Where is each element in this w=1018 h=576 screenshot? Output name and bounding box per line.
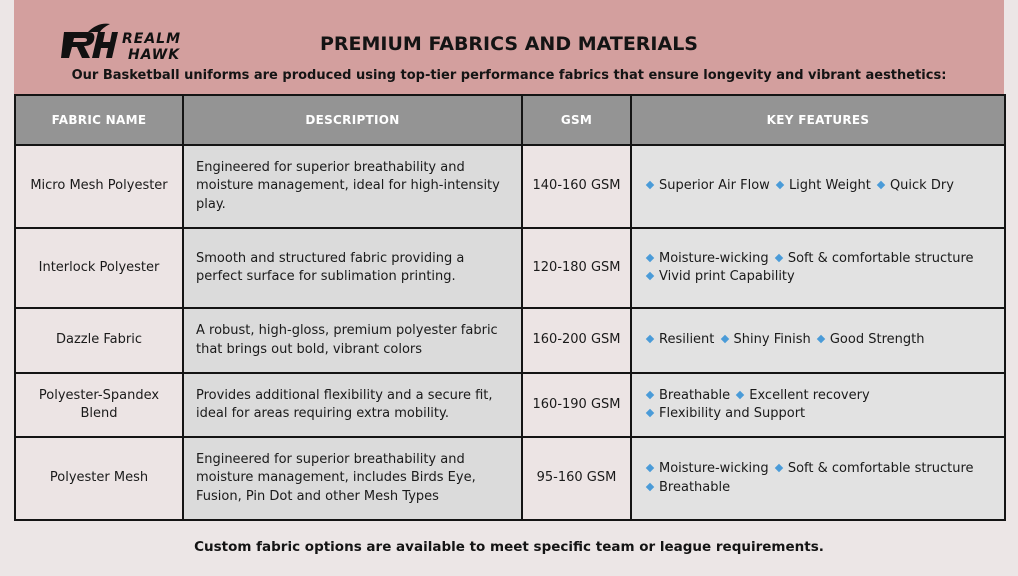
- description-cell: Smooth and structured fabric providing a perfect surface for sublimation printing.: [183, 228, 522, 308]
- feature-item: Breathable: [644, 480, 730, 495]
- description-cell: Provides additional flexibility and a secure fit, ideal for areas requiring extra mobility.: [183, 373, 522, 437]
- header-description: DESCRIPTION: [183, 95, 522, 145]
- header-fabric-name: FABRIC NAME: [15, 95, 183, 145]
- gsm-cell: 120-180 GSM: [522, 228, 631, 308]
- diamond-bullet-icon: [877, 181, 885, 189]
- diamond-bullet-icon: [736, 390, 744, 398]
- feature-line: [644, 250, 992, 269]
- feature-item: Breathable: [644, 388, 730, 403]
- feature-line: [644, 479, 992, 498]
- feature-line: [644, 387, 992, 406]
- fabrics-table: [14, 94, 1006, 521]
- table-row: [15, 437, 1005, 520]
- brand-line-1: REALM: [122, 31, 182, 47]
- key-features-cell: [631, 373, 1005, 437]
- diamond-bullet-icon: [775, 464, 783, 472]
- gsm-cell: 140-160 GSM: [522, 145, 631, 228]
- gsm-cell: 160-190 GSM: [522, 373, 631, 437]
- diamond-bullet-icon: [775, 253, 783, 261]
- feature-line: [644, 331, 992, 350]
- diamond-bullet-icon: [646, 272, 654, 280]
- page-title: PREMIUM FABRICS AND MATERIALS: [319, 33, 698, 55]
- diamond-bullet-icon: [646, 464, 654, 472]
- diamond-bullet-icon: [646, 409, 654, 417]
- description-cell: Engineered for superior breathability and moisture management, includes Birds Eye, Fusion, Pin Dot and other Mesh Types: [183, 437, 522, 520]
- diamond-bullet-icon: [646, 181, 654, 189]
- footer-note: Custom fabric options are available to meet specific team or league requirements.: [194, 539, 824, 555]
- key-features-cell: [631, 437, 1005, 520]
- table-row: [15, 373, 1005, 437]
- page-subtitle: Our Basketball uniforms are produced using top-tier performance fabrics that ensure longevity and vibrant aesthetics:: [71, 68, 947, 83]
- diamond-bullet-icon: [817, 335, 825, 343]
- header-gsm: GSM: [522, 95, 631, 145]
- feature-item: Moisture-wicking: [644, 461, 769, 476]
- diamond-bullet-icon: [776, 181, 784, 189]
- table-row: [15, 228, 1005, 308]
- fabric-name-cell: Interlock Polyester: [15, 228, 183, 308]
- feature-item: Good Strength: [815, 332, 925, 347]
- diamond-bullet-icon: [646, 390, 654, 398]
- key-features-cell: [631, 308, 1005, 373]
- fabric-name-cell: Micro Mesh Polyester: [15, 145, 183, 228]
- feature-item: Flexibility and Support: [644, 406, 805, 421]
- feature-line: [644, 268, 992, 287]
- feature-item: Resilient: [644, 332, 714, 347]
- header-key-features: KEY FEATURES: [631, 95, 1005, 145]
- feature-item: Quick Dry: [875, 178, 954, 193]
- fabric-name-cell: Polyester Mesh: [15, 437, 183, 520]
- table-header-row: [15, 95, 1005, 145]
- brand-line-2: HAWK: [128, 47, 181, 63]
- diamond-bullet-icon: [646, 482, 654, 490]
- description-cell: A robust, high-gloss, premium polyester fabric that brings out bold, vibrant colors: [183, 308, 522, 373]
- feature-item: Vivid print Capability: [644, 269, 795, 284]
- feature-item: Soft & comfortable structure: [773, 461, 974, 476]
- feature-item: Moisture-wicking: [644, 251, 769, 266]
- gsm-cell: 160-200 GSM: [522, 308, 631, 373]
- key-features-cell: [631, 145, 1005, 228]
- feature-item: Excellent recovery: [734, 388, 869, 403]
- description-cell: Engineered for superior breathability and moisture management, ideal for high-intensity play.: [183, 145, 522, 228]
- feature-line: [644, 177, 992, 196]
- key-features-cell: [631, 228, 1005, 308]
- feature-line: [644, 460, 992, 479]
- diamond-bullet-icon: [646, 253, 654, 261]
- feature-item: Soft & comfortable structure: [773, 251, 974, 266]
- fabric-name-cell: Dazzle Fabric: [15, 308, 183, 373]
- feature-item: Light Weight: [774, 178, 871, 193]
- table-row: [15, 145, 1005, 228]
- diamond-bullet-icon: [720, 335, 728, 343]
- feature-item: Shiny Finish: [719, 332, 811, 347]
- table-row: [15, 308, 1005, 373]
- gsm-cell: 95-160 GSM: [522, 437, 631, 520]
- fabric-name-cell: Polyester-Spandex Blend: [15, 373, 183, 437]
- feature-line: [644, 405, 992, 424]
- diamond-bullet-icon: [646, 335, 654, 343]
- feature-item: Superior Air Flow: [644, 178, 770, 193]
